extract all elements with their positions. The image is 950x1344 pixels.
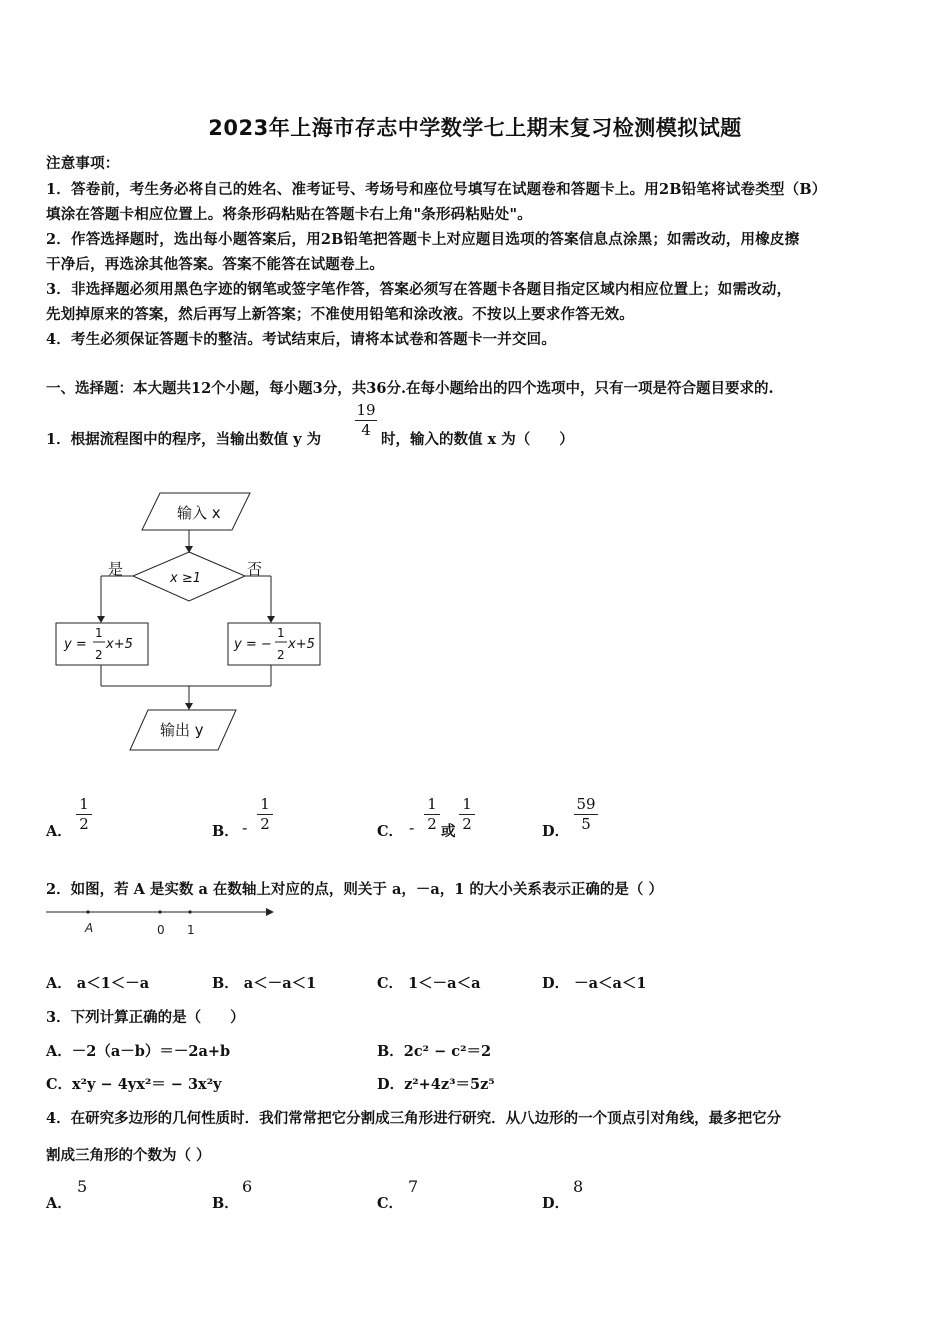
q1-a-den: 2: [79, 815, 89, 833]
q1-c-num2: 1: [462, 795, 472, 813]
q2-option-b[interactable]: B． a＜－a＜1: [212, 975, 317, 992]
q4-option-a-value: 5: [77, 1177, 88, 1196]
q1-option-c-frac1: [424, 796, 440, 833]
q4-option-b-label[interactable]: B．: [212, 1195, 239, 1212]
q2-number-line: [44, 902, 276, 938]
flow-condition: x ≥1: [170, 571, 201, 586]
q1-option-b-label[interactable]: B．: [212, 823, 239, 840]
q1-option-d-frac: [574, 796, 598, 833]
q1-option-a-frac: [76, 796, 92, 833]
q1-option-b-frac: [257, 796, 273, 833]
q4-text-line-2: 割成三角形的个数为（ ）: [46, 1147, 211, 1164]
note-line-6: 先划掉原来的答案，然后再写上新答案；不准使用铅笔和涂改液。不按以上要求作答无效。: [46, 306, 634, 323]
flow-left-half-num: 1: [95, 626, 103, 640]
note-line-5: 3．非选择题必须用黑色字迹的钢笔或签字笔作答，答案必须写在答题卡各题目指定区域内相应位置上；如需改动，: [46, 281, 792, 298]
q4-option-d-label[interactable]: D．: [542, 1195, 570, 1212]
q1-option-c-or: 或: [441, 823, 456, 840]
q1-d-den: 5: [581, 815, 591, 833]
flow-right-pre: y = −: [234, 637, 272, 652]
axis-zero: 0: [157, 923, 165, 937]
q2-option-c[interactable]: C． 1＜－a＜a: [377, 975, 481, 992]
q3-text: 3．下列计算正确的是（ ）: [46, 1009, 245, 1026]
flow-right-post: x+5: [288, 637, 315, 652]
q1-option-c-sign: -: [409, 818, 415, 837]
flow-no-label: 否: [247, 560, 263, 578]
q3-option-d[interactable]: D．z²+4z³＝5z⁵: [377, 1076, 495, 1093]
q1-frac-num: 19: [356, 401, 376, 419]
q4-text-line-1: 4．在研究多边形的几何性质时．我们常常把它分割成三角形进行研究．从八边形的一个顶点引对角线，最多把它分: [46, 1110, 782, 1127]
q2-option-a[interactable]: A． a＜1＜－a: [46, 975, 150, 992]
q1-option-c-label[interactable]: C．: [377, 823, 404, 840]
note-line-4: 干净后，再选涂其他答案。答案不能答在试题卷上。: [46, 256, 385, 273]
page-title: 2023年上海市存志中学数学七上期末复习检测模拟试题: [208, 116, 742, 140]
note-line-7: 4．考生必须保证答题卡的整洁。考试结束后，请将本试卷和答题卡一并交回。: [46, 331, 557, 348]
q1-c-den1: 2: [427, 815, 437, 833]
q1-text-after: 时，输入的数值 x 为（ ）: [381, 431, 574, 448]
q4-option-c-label[interactable]: C．: [377, 1195, 404, 1212]
q1-fraction: [355, 402, 377, 439]
flow-left-half-den: 2: [95, 648, 103, 662]
q4-option-a-label[interactable]: A．: [46, 1195, 72, 1212]
note-line-1: 1．答卷前，考生务必将自己的姓名、准考证号、考场号和座位号填写在试题卷和答题卡上。用2B铅笔将试卷类型（B）: [46, 181, 827, 198]
section-heading: 一、选择题：本大题共12个小题，每小题3分，共36分.在每小题给出的四个选项中，只有一项是符合题目要求的.: [46, 380, 774, 397]
q1-b-num: 1: [260, 795, 270, 813]
q1-frac-den: 4: [361, 421, 371, 439]
q1-a-num: 1: [79, 795, 89, 813]
q1-flowchart: [50, 488, 330, 753]
note-line-3: 2．作答选择题时，选出每小题答案后，用2B铅笔把答题卡上对应题目选项的答案信息点涂黑；如需改动，用橡皮擦: [46, 231, 800, 248]
q1-option-b-sign: -: [242, 818, 248, 837]
axis-one: 1: [187, 923, 195, 937]
q1-option-d-label[interactable]: D．: [542, 823, 570, 840]
q1-c-den2: 2: [462, 815, 472, 833]
q4-option-c-value: 7: [408, 1177, 419, 1196]
q1-b-den: 2: [260, 815, 270, 833]
flow-output-label: 输出 y: [160, 721, 204, 739]
flow-left-post: x+5: [106, 637, 133, 652]
notes-heading: 注意事项：: [46, 155, 120, 172]
flow-yes-label: 是: [108, 560, 124, 578]
q1-d-num: 59: [576, 795, 596, 813]
q1-option-c-frac2: [459, 796, 475, 833]
flow-left-pre: y =: [64, 637, 87, 652]
q3-option-c[interactable]: C．x²y − 4yx²＝ − 3x²y: [46, 1076, 222, 1093]
q2-option-d[interactable]: D． －a＜a＜1: [542, 975, 647, 992]
flow-right-half-den: 2: [277, 648, 285, 662]
q1-text-before: 1．根据流程图中的程序，当输出数值 y 为: [46, 431, 322, 448]
q1-option-a-label[interactable]: A．: [46, 823, 72, 840]
q1-c-num1: 1: [427, 795, 437, 813]
q3-option-a[interactable]: A．－2（a－b）＝－2a+b: [46, 1043, 231, 1060]
note-line-2: 填涂在答题卡相应位置上。将条形码粘贴在答题卡右上角"条形码粘贴处"。: [46, 206, 532, 223]
q4-option-d-value: 8: [573, 1177, 584, 1196]
q3-option-b[interactable]: B．2c² − c²＝2: [377, 1043, 492, 1060]
flow-right-half-num: 1: [277, 626, 285, 640]
q4-option-b-value: 6: [242, 1177, 253, 1196]
axis-point-a: A: [85, 921, 94, 935]
flow-input-label: 输入 x: [177, 504, 221, 522]
q2-text: 2．如图，若 A 是实数 a 在数轴上对应的点，则关于 a，－a，1 的大小关系表示正确的是（ ）: [46, 881, 663, 898]
